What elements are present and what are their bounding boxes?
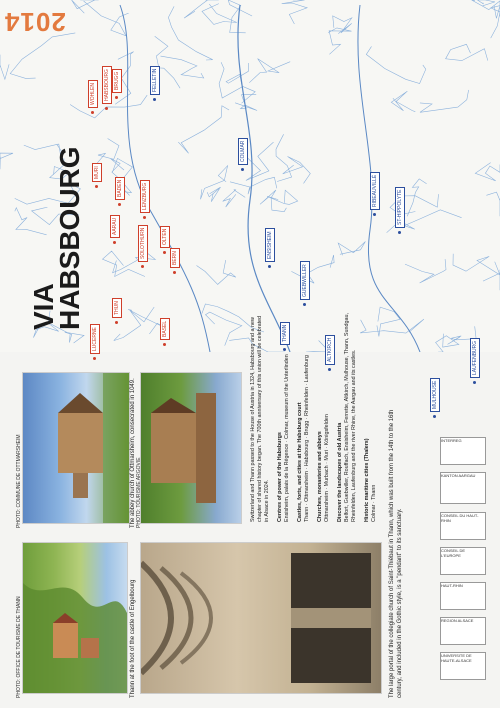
place-marker xyxy=(91,111,94,114)
river-line xyxy=(223,190,246,207)
discover-heading: Discover the landscapes of old Austria xyxy=(337,422,343,522)
caption-thann: Thann at the foot of the castle of Engelbourg xyxy=(130,579,136,698)
river-line xyxy=(244,142,273,180)
photo-abbey xyxy=(22,372,130,524)
credit-tower: PHOTO: TOURISME ARGOVIE xyxy=(136,457,142,528)
caption-portal: The large portal of the collegiate church of Saint-Thiébaut in Thann, which was built from the 14th to the 16th century, and included in the Gothic style, is a "pendant" to its sanctuary. xyxy=(389,409,403,698)
river-line xyxy=(226,63,249,89)
place-marker xyxy=(105,107,108,110)
place-label-ch-5: LENZBURG xyxy=(140,180,150,213)
place-label-ch-7: OLTEN xyxy=(160,226,170,248)
heritage-heading: Historic maritime cities (Thalers) xyxy=(364,438,370,522)
river-line xyxy=(291,255,334,283)
churches-heading: Churches, monasteries and abbeys xyxy=(317,431,323,522)
river-line xyxy=(338,242,365,256)
river-line xyxy=(84,1,129,36)
tower-illustration xyxy=(141,373,241,523)
castles-heading: Castles, forts, and cities at the Habsburg court xyxy=(297,402,303,522)
title-line-2: HABSBOURG xyxy=(54,146,85,330)
photo-castle-tower xyxy=(140,372,242,524)
photo-thann-landscape xyxy=(22,542,128,694)
place-marker xyxy=(268,265,271,268)
river-line xyxy=(228,0,252,33)
centres-body: Ensisheim, palais de la Régence · Colmar, museum of the Unterlinden xyxy=(284,354,290,522)
river-line xyxy=(491,6,500,39)
place-label-ch-2: WOHLEN xyxy=(88,80,98,108)
place-label-ch-3: MURI xyxy=(92,163,102,182)
place-label-ch-12: LUCERNE xyxy=(90,324,100,354)
river-line xyxy=(486,192,500,216)
river-line xyxy=(10,33,75,79)
place-marker xyxy=(143,216,146,219)
place-marker xyxy=(118,203,121,206)
river-line xyxy=(0,55,9,80)
river-line xyxy=(405,259,446,283)
heritage-body: Colmar · Thann xyxy=(371,484,377,522)
partner-logo: UNIVERSITE DE HAUTE-ALSACE xyxy=(440,652,486,680)
river-line xyxy=(407,179,426,216)
castles-body: Thann · Ottmarsheim · Habsbourg · Brugg · Rheinfelden · Laufenburg xyxy=(304,355,310,522)
river-line xyxy=(206,312,242,346)
photo-portal xyxy=(140,542,382,694)
river-line xyxy=(420,90,469,112)
partner-logo: INTERREG xyxy=(440,437,486,465)
intro-text: Switzerland and Thann passed to the House of Austria in 1324, Habsbourg and a new chapter of shared history began. The 700th anniversary of this union will be celebrated in Alsace in 2024. xyxy=(250,315,270,522)
place-label-ch-10: THUN xyxy=(112,298,122,318)
place-marker xyxy=(141,265,144,268)
place-marker xyxy=(95,185,98,188)
place-marker xyxy=(115,96,118,99)
partner-logo: HAUT-RHIN xyxy=(440,582,486,610)
place-marker xyxy=(303,303,306,306)
partner-logo: KANTON AARGAU xyxy=(440,472,486,504)
place-label-fr-5: GUEBWILLER xyxy=(300,261,310,300)
centres-heading: Centres of power of the Habsburgs xyxy=(277,432,283,522)
river-line xyxy=(0,153,13,169)
credit-thann: PHOTO: OFFICE DE TOURISME DE THANN xyxy=(16,596,22,698)
place-label-fr-8: ST-HIPPOLYTE xyxy=(395,187,405,228)
river-line xyxy=(328,28,351,54)
place-label-ch-8: SOLOTHURN xyxy=(138,225,148,262)
place-marker xyxy=(153,98,156,101)
place-label-ch-9: BERN xyxy=(170,248,180,268)
river-line xyxy=(475,163,500,181)
place-label-fr-7: RIBEAUVILLÉ xyxy=(370,172,380,210)
abbey-illustration xyxy=(23,373,129,523)
landscape-illustration xyxy=(23,543,127,693)
portal-illustration xyxy=(141,543,381,693)
river-line xyxy=(436,334,459,352)
place-label-fr-6: ALTKIRCH xyxy=(325,335,335,365)
caption-abbey: The abbey church of Ottmarsheim, consecrated in 1049. xyxy=(130,378,136,528)
place-label-fr-3: ENSISHEIM xyxy=(265,228,275,262)
discover-body: Belfort, Guebwiller, Rouffach, Ensisheim, Ferrette, Altkirch, Mulhouse, Thann, Sundgau, Rheinfelden, Laufenburg and the river Rhine, the Aargau and its castles. xyxy=(344,313,357,522)
river-line xyxy=(260,190,286,212)
place-label-ch-1: HABSBOURG xyxy=(102,66,112,104)
credit-abbey: PHOTO: COMMUNE DE OTTMARSHEIM xyxy=(16,434,22,528)
place-marker xyxy=(113,241,116,244)
partner-logo: CONSEIL DU HAUT-RHIN xyxy=(440,512,486,540)
place-label-ch-0: BRUGG xyxy=(112,69,122,93)
year-label: 2014 xyxy=(4,7,66,37)
river-line xyxy=(391,91,415,112)
river-line xyxy=(366,46,426,83)
place-label-fr-9: LAUFENBURG xyxy=(470,338,480,378)
place-marker xyxy=(163,251,166,254)
river-line xyxy=(249,59,290,83)
place-marker xyxy=(373,213,376,216)
partner-logo: CONSEIL DE L'EUROPE xyxy=(440,547,486,575)
river-line xyxy=(446,44,488,60)
river-line xyxy=(483,270,500,291)
river-line xyxy=(168,6,212,60)
place-label-fr-4: THANN xyxy=(280,322,290,345)
river-line xyxy=(219,62,255,103)
place-marker xyxy=(163,343,166,346)
churches-body: Ottmarsheim · Murbach · Muri · Königsfelden xyxy=(324,414,330,522)
place-marker xyxy=(173,271,176,274)
title-line-1: VIA xyxy=(28,283,59,330)
partner-logo: REGION ALSACE xyxy=(440,617,486,645)
river-line xyxy=(282,0,307,24)
text-column xyxy=(250,312,384,522)
river-line xyxy=(267,190,298,204)
place-label-fr-10: FELLETIN xyxy=(150,66,160,95)
river-line xyxy=(178,106,229,154)
place-marker xyxy=(398,231,401,234)
place-label-ch-4: BADEN xyxy=(115,177,125,200)
river-line xyxy=(283,157,311,184)
river-line xyxy=(453,254,500,275)
place-label-ch-11: BASEL xyxy=(160,318,170,340)
place-marker xyxy=(241,168,244,171)
place-label-ch-6: AARAU xyxy=(110,215,120,238)
place-label-fr-1: MULHOUSE xyxy=(430,378,440,412)
place-marker xyxy=(115,321,118,324)
river-line xyxy=(161,56,204,78)
place-label-fr-0: COLMAR xyxy=(238,138,248,165)
